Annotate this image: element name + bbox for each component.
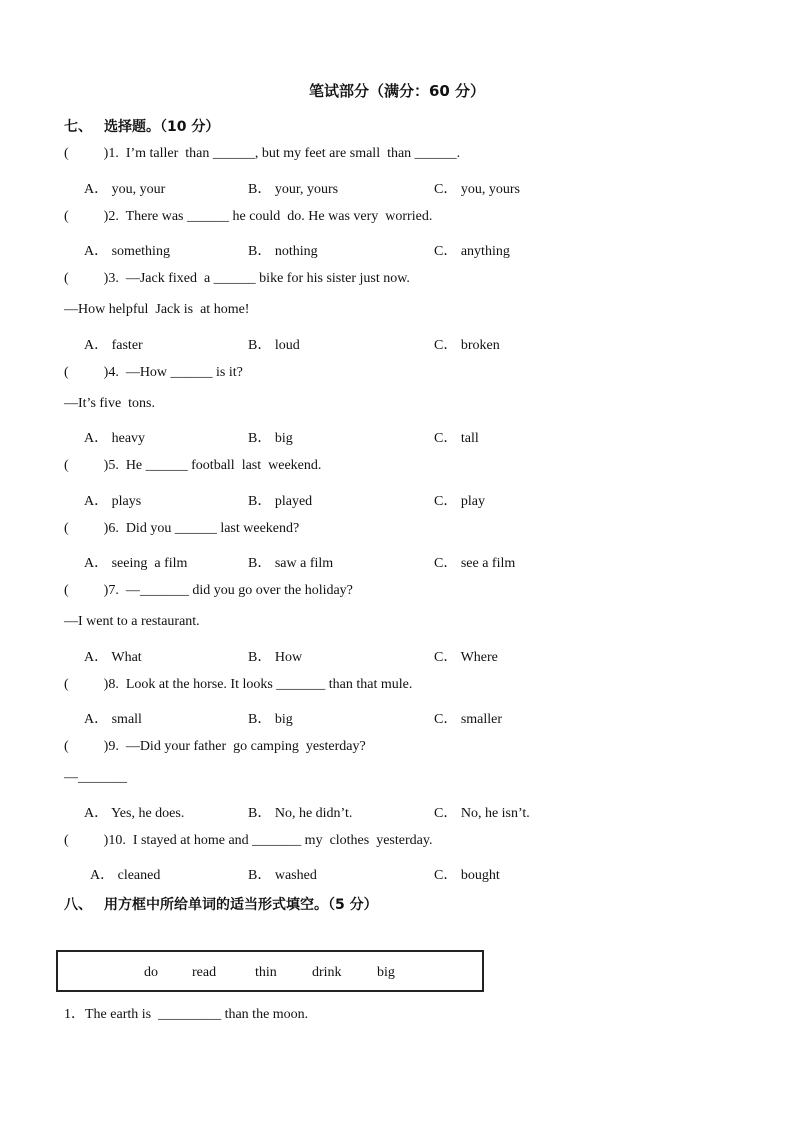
- option-c: C． see a film: [434, 556, 516, 571]
- option-a: A． What: [84, 650, 142, 665]
- word-box-item: drink: [312, 965, 342, 980]
- option-c: C． play: [434, 494, 485, 509]
- question-stem: ( )6. Did you ______ last weekend?: [64, 521, 300, 536]
- option-a: A． small: [84, 712, 142, 727]
- word-box-item: big: [377, 965, 395, 980]
- option-b: B． played: [248, 494, 313, 509]
- option-b: B． big: [248, 712, 293, 727]
- option-row: [0, 708, 794, 728]
- section-heading-7: [64, 116, 219, 136]
- question-stem: ( )3. —Jack fixed a ______ bike for his sister just now.: [64, 271, 410, 286]
- option-b: B． loud: [248, 338, 300, 353]
- option-b: B． How: [248, 650, 303, 665]
- option-c: C． anything: [434, 244, 510, 259]
- option-a: A． faster: [84, 338, 143, 353]
- option-c: C． bought: [434, 868, 500, 883]
- section-title: 选择题。（10 分）: [104, 119, 220, 135]
- section-number: 七、: [64, 119, 92, 135]
- question-stem: ( )2. There was ______ he could do. He was very worried.: [64, 209, 433, 224]
- question-dialogue: —How helpful Jack is at home!: [64, 302, 250, 317]
- option-a: A． something: [84, 244, 170, 259]
- question-stem: ( )10. I stayed at home and _______ my clothes yesterday.: [64, 833, 433, 848]
- option-b: B． nothing: [248, 244, 318, 259]
- option-b: B． your, yours: [248, 182, 339, 197]
- option-row: [0, 240, 794, 260]
- question-stem: ( )9. —Did your father go camping yesterday?: [64, 739, 366, 754]
- option-a: A． Yes, he does.: [84, 806, 185, 821]
- word-box-item: do: [144, 965, 158, 980]
- section-heading-8: [64, 894, 378, 914]
- option-c: C． smaller: [434, 712, 503, 727]
- option-a: A． plays: [84, 494, 142, 509]
- question-dialogue: —It’s five tons.: [64, 396, 155, 411]
- question-stem: ( )8. Look at the horse. It looks _______ than that mule.: [64, 677, 413, 692]
- option-c: C． Where: [434, 650, 498, 665]
- option-b: B． big: [248, 431, 293, 446]
- word-box-item: thin: [255, 965, 277, 980]
- option-c: C． broken: [434, 338, 500, 353]
- option-row: [0, 178, 794, 198]
- option-row: [0, 490, 794, 510]
- option-a: A． cleaned: [90, 868, 161, 883]
- section-title: 用方框中所给单词的适当形式填空。（5 分）: [104, 897, 378, 913]
- option-b: B． No, he didn’t.: [248, 806, 353, 821]
- question-dialogue: —I went to a restaurant.: [64, 614, 200, 629]
- fill-question: 1．The earth is _________ than the moon.: [64, 1007, 309, 1022]
- option-a: A． seeing a film: [84, 556, 188, 571]
- option-row: [0, 864, 794, 884]
- question-stem: ( )1. I’m taller than ______, but my feet are small than ______.: [64, 146, 461, 161]
- option-row: [0, 334, 794, 354]
- question-dialogue: —_______: [64, 770, 127, 785]
- option-row: [0, 802, 794, 822]
- word-box: [56, 950, 484, 992]
- option-c: C． you, yours: [434, 182, 520, 197]
- option-b: B． saw a film: [248, 556, 334, 571]
- option-row: [0, 552, 794, 572]
- option-b: B． washed: [248, 868, 317, 883]
- page-title: 笔试部分（满分：60 分）: [308, 82, 486, 100]
- word-box-item: read: [192, 965, 217, 980]
- section-number: 八、: [64, 897, 92, 913]
- option-row: [0, 646, 794, 666]
- option-a: A． you, your: [84, 182, 166, 197]
- question-stem: ( )5. He ______ football last weekend.: [64, 458, 322, 473]
- option-c: C． tall: [434, 431, 479, 446]
- question-stem: ( )7. —_______ did you go over the holiday?: [64, 583, 353, 598]
- option-a: A． heavy: [84, 431, 146, 446]
- option-c: C． No, he isn’t.: [434, 806, 530, 821]
- question-stem: ( )4. —How ______ is it?: [64, 365, 243, 380]
- option-row: [0, 427, 794, 447]
